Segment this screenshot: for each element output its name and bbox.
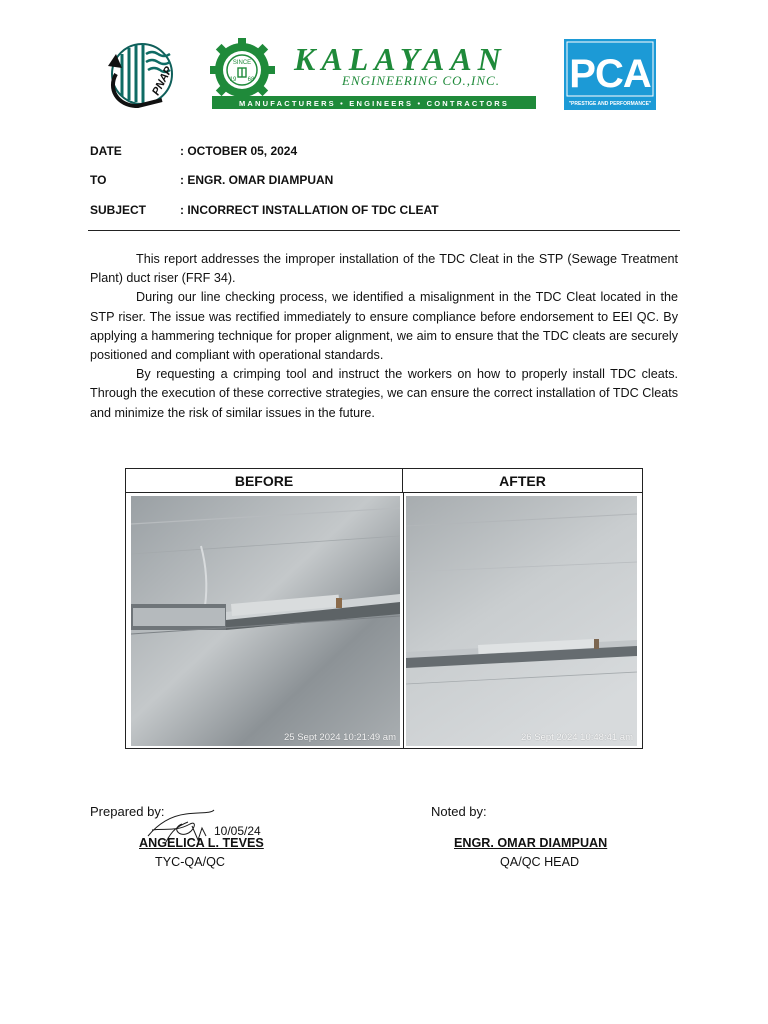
kalayaan-name: KALAYAAN — [294, 41, 507, 77]
column-divider — [403, 493, 404, 748]
before-photo — [131, 496, 400, 746]
pnap-logo — [104, 40, 174, 110]
paragraph-2: During our line checking process, we identified a misalignment in the TDC Cleat located in the STP riser. The issue was rectified immediately to ensure compliance before endorsement to EEI QC. By applying a hammering technique for proper alignment, we aim to ensure that the TDC cleats are securely positioned and compliant with operational standards. — [90, 290, 678, 363]
date-label: DATE — [90, 144, 122, 158]
noted-by-name: ENGR. OMAR DIAMPUAN — [454, 836, 608, 850]
prepared-by-title: TYC-QA/QC — [155, 855, 225, 869]
pca-logo-text: PCA — [569, 52, 651, 96]
before-timestamp: 25 Sept 2024 10:21:49 am — [284, 732, 396, 743]
seal-year-left: 19 — [229, 77, 237, 83]
before-header: BEFORE — [126, 469, 403, 493]
subject-label: SUBJECT — [90, 203, 147, 217]
seal-since: SINCE — [232, 60, 252, 66]
subject-value: : INCORRECT INSTALLATION OF TDC CLEAT — [180, 203, 439, 217]
pnap-logo-text: PNAP — [150, 64, 174, 98]
noted-by-title: QA/QC HEAD — [500, 855, 580, 869]
after-photo — [406, 496, 637, 746]
after-header: AFTER — [403, 469, 642, 493]
to-label: TO — [90, 173, 107, 187]
seal-year-right: 68 — [247, 77, 255, 83]
header-divider — [88, 230, 680, 231]
paragraph-1: This report addresses the improper installation of the TDC Cleat in the STP (Sewage Treatment Plant) duct riser (FRF 34). — [90, 252, 678, 286]
pca-logo — [564, 39, 656, 110]
after-timestamp: 26 Sept 2024 10:48:41 am — [521, 732, 633, 743]
date-value: : OCTOBER 05, 2024 — [180, 144, 298, 158]
kalayaan-logo — [210, 38, 540, 113]
signature-date: 10/05/24 — [214, 824, 261, 838]
kalayaan-subname: ENGINEERING CO.,INC. — [342, 73, 500, 88]
prepared-by-label: Prepared by: — [90, 804, 165, 819]
to-value: : ENGR. OMAR DIAMPUAN — [180, 173, 334, 187]
paragraph-3: By requesting a crimping tool and instruct the workers on how to properly install TDC cleats. Through the execution of these corrective strategies, we can ensure the correct installation of TDC Cleats and minimize the risk of similar issues in the future. — [90, 367, 678, 420]
pca-tagline: "PRESTIGE AND PERFORMANCE" — [568, 101, 652, 107]
kalayaan-tagline: MANUFACTURERS • ENGINEERS • CONTRACTORS — [238, 99, 510, 108]
prepared-by-name: ANGELICA L. TEVES — [139, 836, 264, 850]
noted-by-label: Noted by: — [431, 804, 487, 819]
before-after-table — [125, 468, 643, 749]
report-body — [90, 250, 678, 423]
